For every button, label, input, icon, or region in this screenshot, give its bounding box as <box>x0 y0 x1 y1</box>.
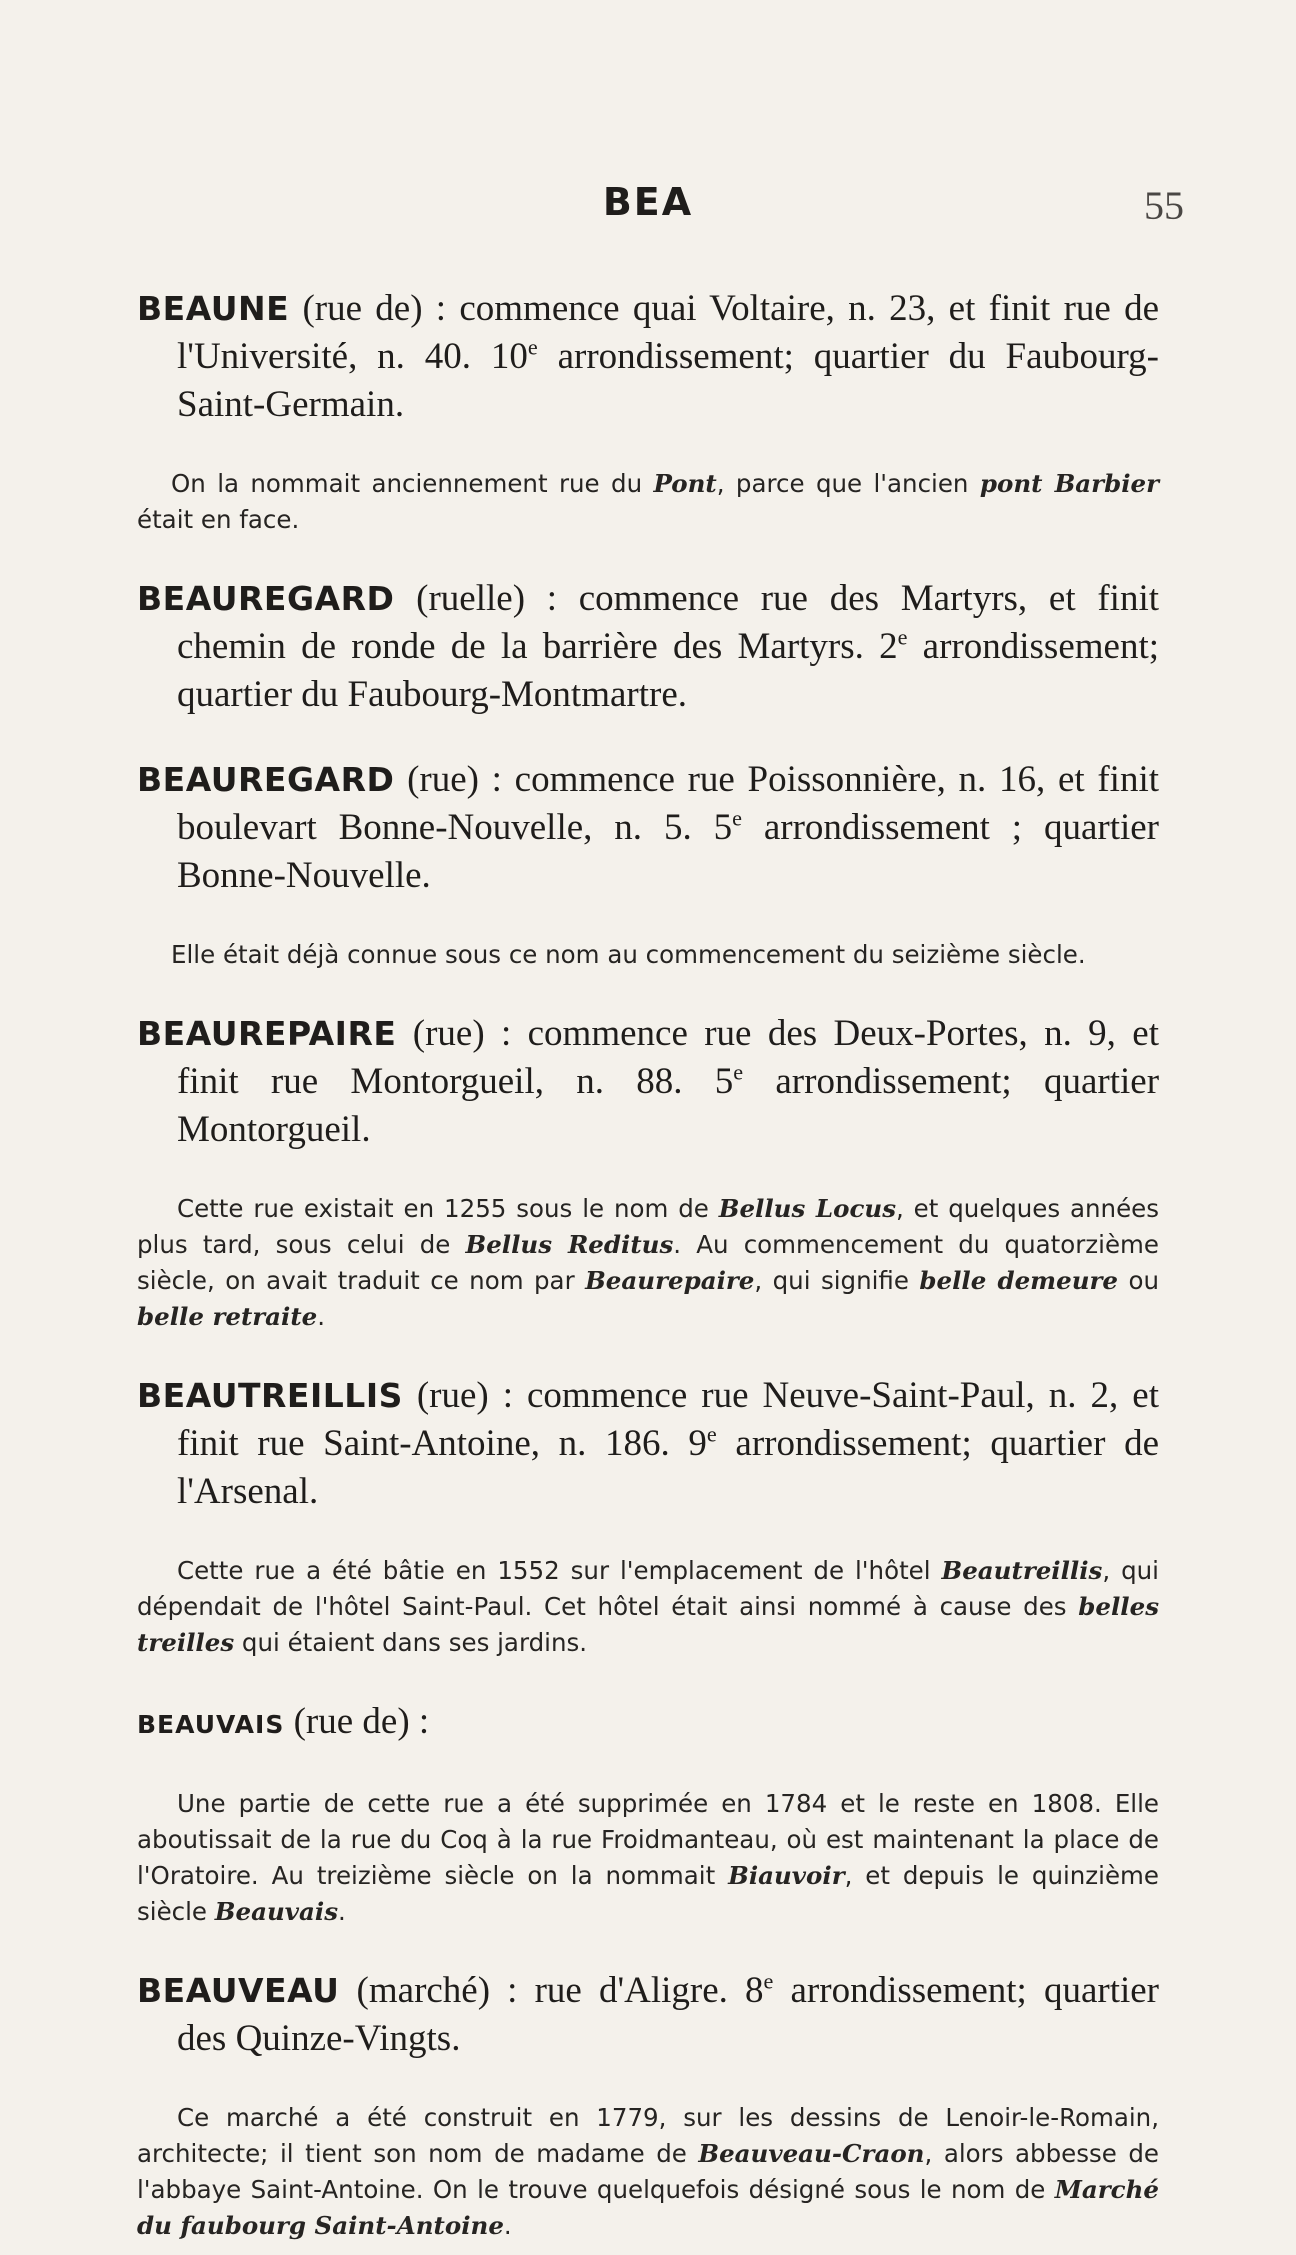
note-text: , et quelques années plus tard, sous celui de <box>137 1194 1159 1259</box>
note-text: . Au commencement du quatorzième siècle, on avait traduit ce nom par <box>137 1230 1159 1295</box>
entry-text-continued: arrondissement; quartier Montorgueil. <box>177 1061 1160 1150</box>
note-italic: Marché du faubourg Saint-Antoine <box>137 2175 1159 2240</box>
entry-headword: BEAUNE <box>137 289 290 328</box>
entry-note <box>137 466 1159 538</box>
entry-text: (rue de) : <box>284 1701 430 1742</box>
note-text: . <box>317 1302 326 1331</box>
note-italic: belle demeure <box>919 1266 1119 1295</box>
note-italic: Beautreillis <box>941 1556 1103 1585</box>
entry-main-text <box>137 285 1159 429</box>
entry-note <box>137 1786 1159 1930</box>
note-text: Cette rue existait en 1255 sous le nom de <box>177 1194 719 1223</box>
page-number: 55 <box>1144 183 1184 228</box>
ordinal-suffix: e <box>527 334 538 360</box>
running-head: BEA <box>602 180 694 224</box>
note-text: On la nommait anciennement rue du <box>171 469 654 498</box>
note-text: Ce marché a été construit en 1779, sur les dessins de Lenoir-le-Romain, architecte; il tient son nom de madame de <box>137 2103 1159 2168</box>
note-text: . <box>338 1897 346 1926</box>
ordinal-suffix: e <box>763 1968 774 1994</box>
page-content <box>137 248 1159 2252</box>
entry-beaurepaire <box>137 1010 1159 1335</box>
note-italic: Biauvoir <box>728 1861 845 1890</box>
entry-beauveau <box>137 1967 1159 2244</box>
entry-headword: BEAUREPAIRE <box>137 1014 397 1053</box>
note-italic: Beaurepaire <box>585 1266 755 1295</box>
entry-headword: BEAUTREILLIS <box>137 1376 403 1415</box>
entry-note <box>137 2100 1159 2244</box>
entry-note <box>137 1553 1159 1661</box>
entry-text: (rue de) : commence quai Voltaire, n. 23, et finit rue de l'Université, n. 40. 10 <box>177 288 1159 377</box>
entry-text-continued: arrondissement; quartier de l'Arsenal. <box>177 1423 1159 1512</box>
note-text: Cette rue a été bâtie en 1552 sur l'emplacement de l'hôtel <box>177 1556 942 1585</box>
entry-main-text <box>137 756 1159 900</box>
note-text: , qui signifie <box>754 1266 920 1295</box>
entry-main-text <box>137 1698 1159 1749</box>
entry-beauregard-ruelle <box>137 575 1159 719</box>
entry-text: (rue) : commence rue Neuve-Saint-Paul, n. 2, et finit rue Saint-Antoine, n. 186. 9 <box>177 1375 1159 1464</box>
entry-text: (ruelle) : commence rue des Martyrs, et finit chemin de ronde de la barrière des Martyrs. 2 <box>177 578 1159 667</box>
note-italic: Beauvais <box>214 1897 338 1926</box>
note-italic: belle retraite <box>137 1302 318 1331</box>
entry-headword: BEAUVEAU <box>137 1971 340 2010</box>
note-text: ou <box>1118 1266 1159 1295</box>
entry-text: (rue) : commence rue Poissonnière, n. 16, et finit boulevart Bonne-Nouvelle, n. 5. 5 <box>177 759 1159 848</box>
entry-beauregard-rue <box>137 756 1159 973</box>
note-text: . <box>503 2211 512 2240</box>
entry-text-continued: arrondissement; quartier des Quinze-Vingts. <box>177 1970 1159 2059</box>
note-italic: Bellus Locus <box>718 1194 896 1223</box>
note-italic: Pont <box>653 469 717 498</box>
entry-main-text <box>137 575 1159 719</box>
entry-text-continued: arrondissement; quartier du Faubourg-Saint-Germain. <box>177 336 1159 425</box>
note-text: , parce que l'ancien <box>716 469 980 498</box>
entry-beautreillis <box>137 1372 1159 1661</box>
entry-main-text <box>137 1010 1159 1154</box>
entry-note: Elle était déjà connue sous ce nom au commencement du seizième siècle. <box>171 940 1086 969</box>
entry-beauvais <box>137 1698 1159 1930</box>
note-text: Une partie de cette rue a été supprimée en 1784 et le reste en 1808. Elle aboutissait de la rue du Coq à la rue Froidmanteau, où est maintenant la place de l'Oratoire. Au treizième siècle on la nommait <box>137 1789 1159 1890</box>
entry-text: (marché) : rue d'Aligre. 8 <box>339 1970 764 2011</box>
entry-headword: BEAUVAIS <box>137 1710 285 1739</box>
note-italic: pont Barbier <box>979 469 1159 498</box>
entry-headword: BEAUREGARD <box>137 579 395 618</box>
ordinal-suffix: e <box>733 1059 744 1085</box>
entry-beaune <box>137 285 1159 538</box>
entry-headword: BEAUREGARD <box>137 760 395 799</box>
entry-note <box>137 1191 1159 1335</box>
ordinal-suffix: e <box>706 1421 717 1447</box>
note-text: , et depuis le quinzième siècle <box>137 1861 1159 1926</box>
note-text: qui étaient dans ses jardins. <box>234 1628 588 1657</box>
entry-text: (rue) : commence rue des Deux-Portes, n. 9, et finit rue Montorgueil, n. 88. 5 <box>177 1013 1159 1102</box>
note-italic: Beauveau-Craon <box>698 2139 925 2168</box>
note-text: , qui dépendait de l'hôtel Saint-Paul. Cet hôtel était ainsi nommé à cause des <box>137 1556 1159 1621</box>
note-text: était en face. <box>137 505 300 534</box>
note-italic: belles treilles <box>137 1592 1159 1657</box>
page-header <box>0 180 1296 230</box>
entry-main-text <box>137 1372 1159 1516</box>
ordinal-suffix: e <box>897 624 908 650</box>
note-italic: Bellus Reditus <box>465 1230 674 1259</box>
entry-text-continued: arrondissement; quartier du Faubourg-Montmartre. <box>177 626 1160 715</box>
note-text: , alors abbesse de l'abbaye Saint-Antoine. On le trouve quelquefois désigné sous le nom de <box>137 2139 1159 2204</box>
entry-main-text <box>137 1967 1159 2063</box>
entry-text-continued: arrondissement ; quartier Bonne-Nouvelle. <box>177 807 1159 896</box>
ordinal-suffix: e <box>732 805 742 831</box>
